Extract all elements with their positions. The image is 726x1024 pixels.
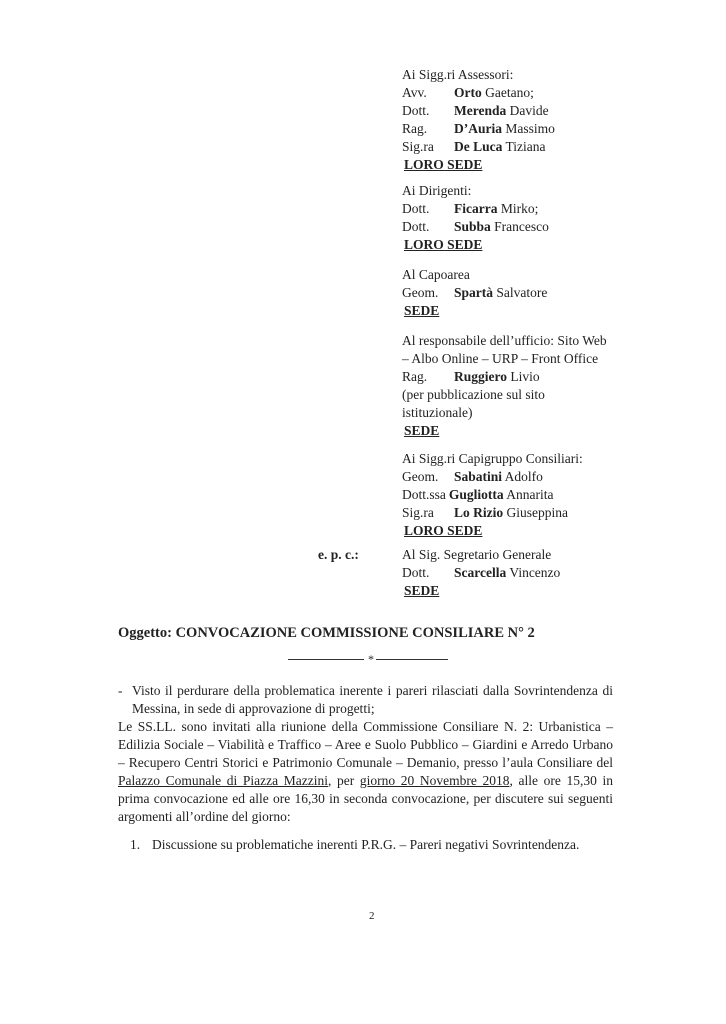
recipient-heading: Ai Sigg.ri Capigruppo Consiliari: (402, 451, 583, 466)
recipient-line: Sig.ra Lo Rizio Giuseppina (402, 505, 568, 520)
letter-body (118, 682, 613, 826)
recipient-block-segretario (402, 546, 702, 600)
agenda-item (130, 836, 579, 854)
recipient-note: istituzionale) (402, 405, 473, 420)
recipient-line: Geom. Sabatini Adolfo (402, 469, 543, 484)
bullet-dash: - (118, 683, 123, 698)
subject-line: Oggetto: CONVOCAZIONE COMMISSIONE CONSILIARE N° 2 (118, 625, 535, 641)
recipient-heading: Ai Dirigenti: (402, 183, 472, 198)
sede-label: LORO SEDE (404, 237, 483, 252)
recipient-line: Dott. Merenda Davide (402, 103, 549, 118)
recipient-heading: Al Capoarea (402, 267, 470, 282)
recipient-line: Geom. Spartà Salvatore (402, 285, 548, 300)
recipient-line: Rag. D’Auria Massimo (402, 121, 555, 136)
meeting-date: giorno 20 Novembre 2018 (359, 773, 510, 788)
epc-label: e. p. c.: (318, 547, 359, 562)
recipient-line: Dott. Scarcella Vincenzo (402, 565, 561, 580)
recipient-heading-cont: – Albo Online – URP – Front Office (402, 351, 599, 366)
recipient-heading: Al responsabile dell’ufficio: Sito Web (402, 333, 607, 348)
agenda-text: Discussione su problematiche inerenti P.R.G. – Pareri negativi Sovrintendenza. (152, 837, 580, 852)
sede-label: SEDE (404, 303, 440, 318)
main-paragraph: Le SS.LL. sono invitati alla riunione della Commissione Consiliare N. 2: Urbanistica – Edilizia Sociale – Viabilità e Traffico – Aree e Suolo Pubblico – Giardini e Arredo Urbano – Recupero Centri Storici e Patrimonio Comunale – Demanio, presso l’aula Consiliare del Palazzo Comunale di Piazza Mazzini, per giorno 20 Novembre 2018, alle ore 15,30 in prima convocazione ed alle ore 16,30 in seconda convocazione, per discutere sui seguenti argomenti all’ordine del giorno: (118, 719, 613, 824)
agenda-number: 1. (130, 837, 141, 852)
bullet-paragraph: - Visto il perdurare della problematica inerente i pareri rilasciati dalla Sovrintendenza di Messina, in sede di approvazione di progetti; (118, 683, 613, 716)
recipient-line: Dott.ssa Gugliotta Annarita (402, 487, 554, 502)
recipient-line: Dott. Subba Francesco (402, 219, 549, 234)
recipient-note: (per pubblicazione sul sito (402, 387, 545, 402)
recipient-block-capigruppo (402, 450, 702, 540)
recipient-block-capoarea (402, 266, 702, 320)
page-number: 2 (369, 910, 375, 922)
recipient-block-responsabile (402, 332, 702, 440)
recipient-heading: Ai Sigg.ri Assessori: (402, 67, 514, 82)
sede-label: LORO SEDE (404, 523, 483, 538)
separator (288, 650, 448, 664)
meeting-place: Palazzo Comunale di Piazza Mazzini (118, 773, 328, 788)
recipient-line: Avv. Orto Gaetano; (402, 85, 534, 100)
recipient-line: Dott. Ficarra Mirko; (402, 201, 539, 216)
recipient-block-dirigenti (402, 182, 702, 254)
sede-label: SEDE (404, 583, 440, 598)
sede-label: LORO SEDE (404, 157, 483, 172)
recipient-line: Sig.ra De Luca Tiziana (402, 139, 546, 154)
separator-star: * (368, 652, 374, 666)
recipient-heading: Al Sig. Segretario Generale (402, 547, 552, 562)
sede-label: SEDE (404, 423, 440, 438)
recipient-line: Rag. Ruggiero Livio (402, 369, 540, 384)
recipient-block-assessori (402, 66, 702, 174)
